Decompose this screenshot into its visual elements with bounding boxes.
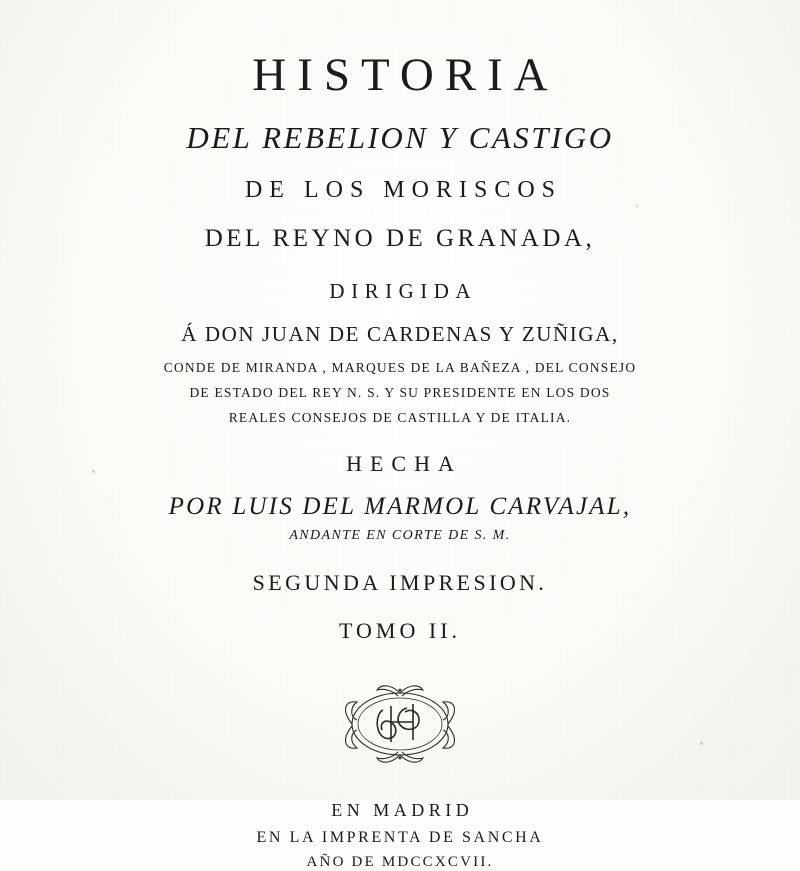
subtitle-line-3: DEL REYNO DE GRANADA, — [204, 225, 596, 252]
edition-statement: SEGUNDA IMPRESION. — [252, 570, 548, 595]
page-title: HISTORIA — [252, 49, 559, 101]
subtitle-line-1: DEL REBELION Y CASTIGO — [186, 120, 614, 155]
authorship-heading: HECHA — [346, 451, 462, 476]
printers-monogram-ornament-icon — [333, 670, 468, 778]
volume-statement: TOMO II. — [338, 618, 462, 643]
author-name: POR LUIS DEL MARMOL CARVAJAL, — [168, 493, 632, 520]
dedication-detail-line: DE ESTADO DEL REY N. S. Y SU PRESIDENTE EN LOS DOS — [189, 385, 611, 400]
imprint-block — [0, 800, 800, 871]
subtitle-line-2: DE LOS MORISCOS — [244, 177, 563, 203]
imprint-press: EN LA IMPRENTA DE SANCHA — [256, 829, 544, 846]
author-role: ANDANTE EN CORTE DE S. M. — [289, 528, 511, 543]
imprint-year: AÑO DE MDCCXCVII. — [306, 854, 494, 870]
dedication-name: Á DON JUAN DE CARDENAS Y ZUÑIGA, — [181, 322, 619, 346]
imprint-city: EN MADRID — [331, 800, 474, 820]
dedication-heading: DIRIGIDA — [329, 279, 478, 303]
dedication-detail-line: REALES CONSEJOS DE CASTILLA Y DE ITALIA. — [228, 410, 572, 425]
dedication-detail-line: CONDE DE MIRANDA , MARQUES DE LA BAÑEZA , DEL CONSEJO — [163, 360, 637, 375]
